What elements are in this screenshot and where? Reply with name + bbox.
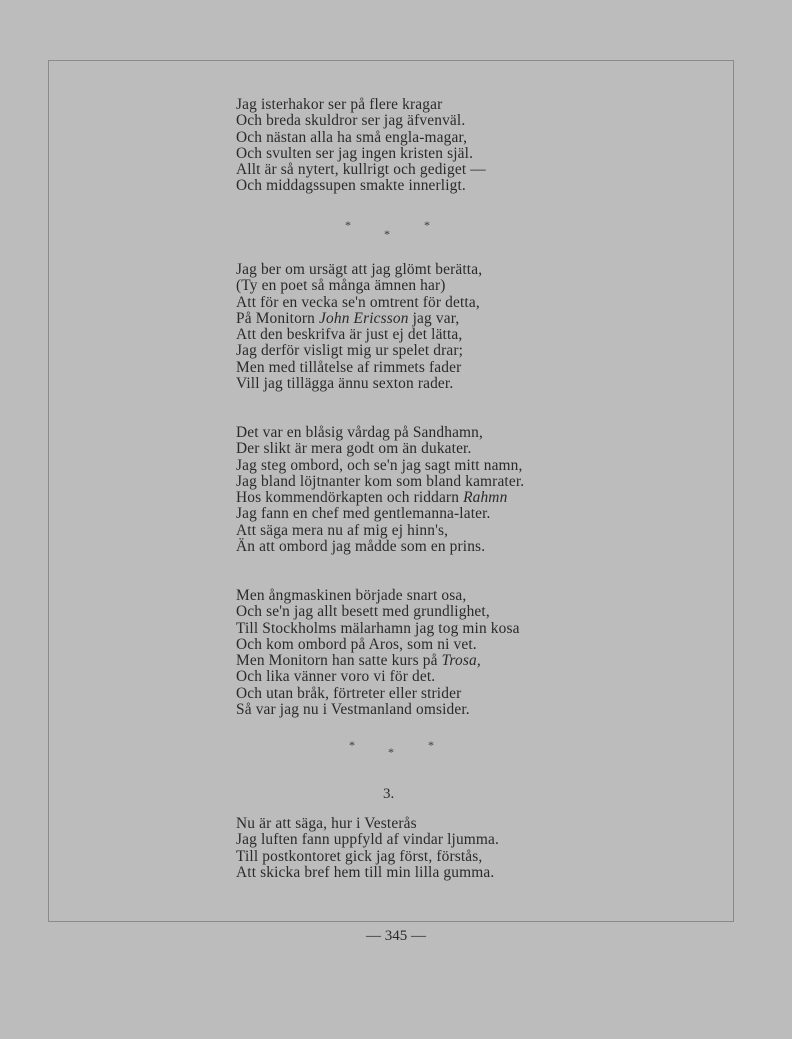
poem-line: Der slikt är mera godt om än dukater. — [236, 440, 472, 458]
poem-line: (Ty en poet så många ämnen har) — [236, 277, 446, 295]
section-number: 3. — [383, 786, 395, 802]
poem-line — [236, 490, 524, 506]
poem-line: Jag bland löjtnanter kom som bland kamrater. — [236, 472, 525, 490]
poem-line: Jag luften fann uppfyld af vindar ljumma. — [236, 831, 500, 849]
name-italic: Rahmn — [463, 489, 508, 507]
poem-line — [236, 653, 520, 669]
asterisk-mark: * — [424, 218, 430, 232]
poem-line: Och kom ombord på Aros, som ni vet. — [236, 635, 477, 653]
poem-line: Att för en vecka se'n omtrent för detta, — [236, 293, 480, 311]
poem-line: Och svulten ser jag ingen kristen själ. — [236, 144, 474, 162]
poem-line: Allt är så nytert, kullrigt och gediget — — [236, 161, 486, 179]
line-text: Men Monitorn han satte kurs på — [236, 652, 442, 670]
stanza-3 — [236, 425, 524, 555]
poem-line: Vill jag tillägga ännu sexton rader. — [236, 375, 454, 393]
asterisk-mark: * — [345, 218, 351, 232]
poem-line: Men ångmaskinen började snart osa, — [236, 587, 467, 604]
poem-line: Så var jag nu i Vestmanland omsider. — [236, 701, 470, 719]
poem-line: Och middagssupen smakte innerligt. — [236, 177, 466, 195]
line-text: Hos kommendörkapten och riddarn — [236, 489, 464, 507]
poem-line: Och se'n jag allt besett med grundlighet, — [236, 603, 490, 621]
line-text: jag var, — [408, 309, 460, 327]
poem-line: Till Stockholms mälarhamn jag tog min kosa — [236, 619, 520, 637]
asterisk-mark: * — [349, 738, 355, 752]
place-name-italic: Trosa, — [441, 652, 481, 670]
poem-line: Och nästan alla ha små engla-magar, — [236, 128, 468, 146]
page-number: — 345 — — [366, 928, 426, 944]
poem-line: Än att ombord jag mådde som en prins. — [236, 538, 486, 556]
poem-line: Jag fann en chef med gentlemanna-later. — [236, 505, 491, 523]
asterisk-mark: * — [428, 738, 434, 752]
poem-line: Men med tillåtelse af rimmets fader — [236, 358, 462, 376]
poem-line: Jag steg ombord, och se'n jag sagt mitt namn, — [236, 456, 523, 474]
poem-line: Nu är att säga, hur i Vesterås — [236, 815, 417, 832]
poem-line: Jag ber om ursägt att jag glömt berätta, — [236, 261, 483, 278]
poem-line: Och breda skuldror ser jag äfvenväl. — [236, 112, 466, 130]
poem-line: Det var en blåsig vårdag på Sandhamn, — [236, 424, 484, 441]
poem-line: Att säga mera nu af mig ej hinn's, — [236, 521, 449, 539]
stanza-1 — [236, 97, 486, 195]
poem-line: Till postkontoret gick jag först, förstås, — [236, 847, 483, 865]
stanza-4 — [236, 588, 520, 718]
poem-line: Att skicka bref hem till min lilla gumma. — [236, 863, 495, 881]
poem-line: Att den beskrifva är just ej det lätta, — [236, 326, 463, 344]
poem-line: Jag derför visligt mig ur spelet drar; — [236, 342, 464, 360]
stanza-5 — [236, 816, 499, 881]
poem-line — [236, 311, 482, 327]
poem-line: Och lika vänner voro vi för det. — [236, 668, 436, 686]
ship-name-italic: John Ericsson — [319, 309, 409, 327]
poem-line: Och utan bråk, förtreter eller strider — [236, 684, 462, 702]
asterisk-mark: * — [388, 745, 394, 759]
stanza-2 — [236, 262, 482, 392]
poem-line: Jag isterhakor ser på flere kragar — [236, 96, 443, 113]
asterisk-mark: * — [384, 227, 390, 241]
line-text: På Monitorn — [236, 309, 320, 327]
